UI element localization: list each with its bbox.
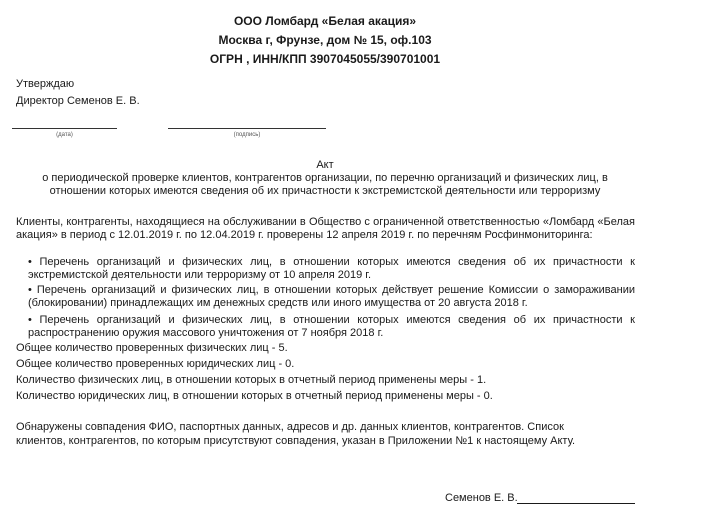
signature-caption: (подпись) <box>233 132 261 138</box>
org-address: Москва г, Фрунзе, дом № 15, оф.103 <box>218 33 432 47</box>
org-name: ООО Ломбард «Белая акация» <box>233 14 417 28</box>
total-legal-entities: Общее количество проверенных юридических лиц - 0. <box>16 358 295 370</box>
total-individuals: Общее количество проверенных физических лиц - 5. <box>16 342 288 354</box>
date-line <box>12 128 117 129</box>
approve-label: Утверждаю <box>16 78 75 90</box>
measures-individuals: Количество физических лиц, в отношении которых в отчетный период применены меры - 1. <box>16 374 487 386</box>
act-subtitle-line-1: о периодической проверке клиентов, контрагентов организации, по перечню организаций и физических лиц, в <box>42 172 608 184</box>
list-item: • Перечень организаций и физических лиц, в отношении которых имеются сведения об их причастности к экстремистской деятельности или терроризму от 10 апреля 2019 г. <box>28 256 635 281</box>
intro-paragraph: Клиенты, контрагенты, находящиеся на обслуживании в Общество с ограниченной ответственностью «Ломбард «Белая акация» в период с 12.01.2019 г. по 12.04.2019 г. проверены 12 апреля 2019 г. по перечням Росфинмониторинга: <box>16 216 635 241</box>
measures-legal-entities: Количество юридических лиц, в отношении которых в отчетный период применены меры - 0. <box>16 390 493 402</box>
list-item: • Перечень организаций и физических лиц, в отношении которых имеются сведения об их причастности к распространению оружия массового уничтожения от 7 ноября 2018 г. <box>28 314 635 339</box>
signature-line <box>168 128 326 129</box>
org-registration: ОГРН , ИНН/КПП 3907045055/390701001 <box>209 52 441 66</box>
act-subtitle-line-2: отношении которых имеются сведения об их причастности к экстремистской деятельности или терроризму <box>49 185 601 197</box>
signer-signature-line <box>517 503 635 504</box>
date-caption: (дата) <box>56 132 73 138</box>
signer-name: Семенов Е. В. <box>445 492 518 504</box>
director-line: Директор Семенов Е. В. <box>16 95 140 107</box>
list-item: • Перечень организаций и физических лиц, в отношении которых действует решение Комиссии о замораживании (блокировании) принадлежащих им денежных средств или иного имущества от 20 августа 2018 г. <box>28 284 635 309</box>
act-title: Акт <box>316 159 334 171</box>
conclusion-paragraph: Обнаружены совпадения ФИО, паспортных данных, адресов и др. данных клиентов, контрагентов. Список клиентов, контрагентов, по которым присутствуют совпадения, указан в Приложении №1 к настоящему Акту. <box>16 421 576 447</box>
